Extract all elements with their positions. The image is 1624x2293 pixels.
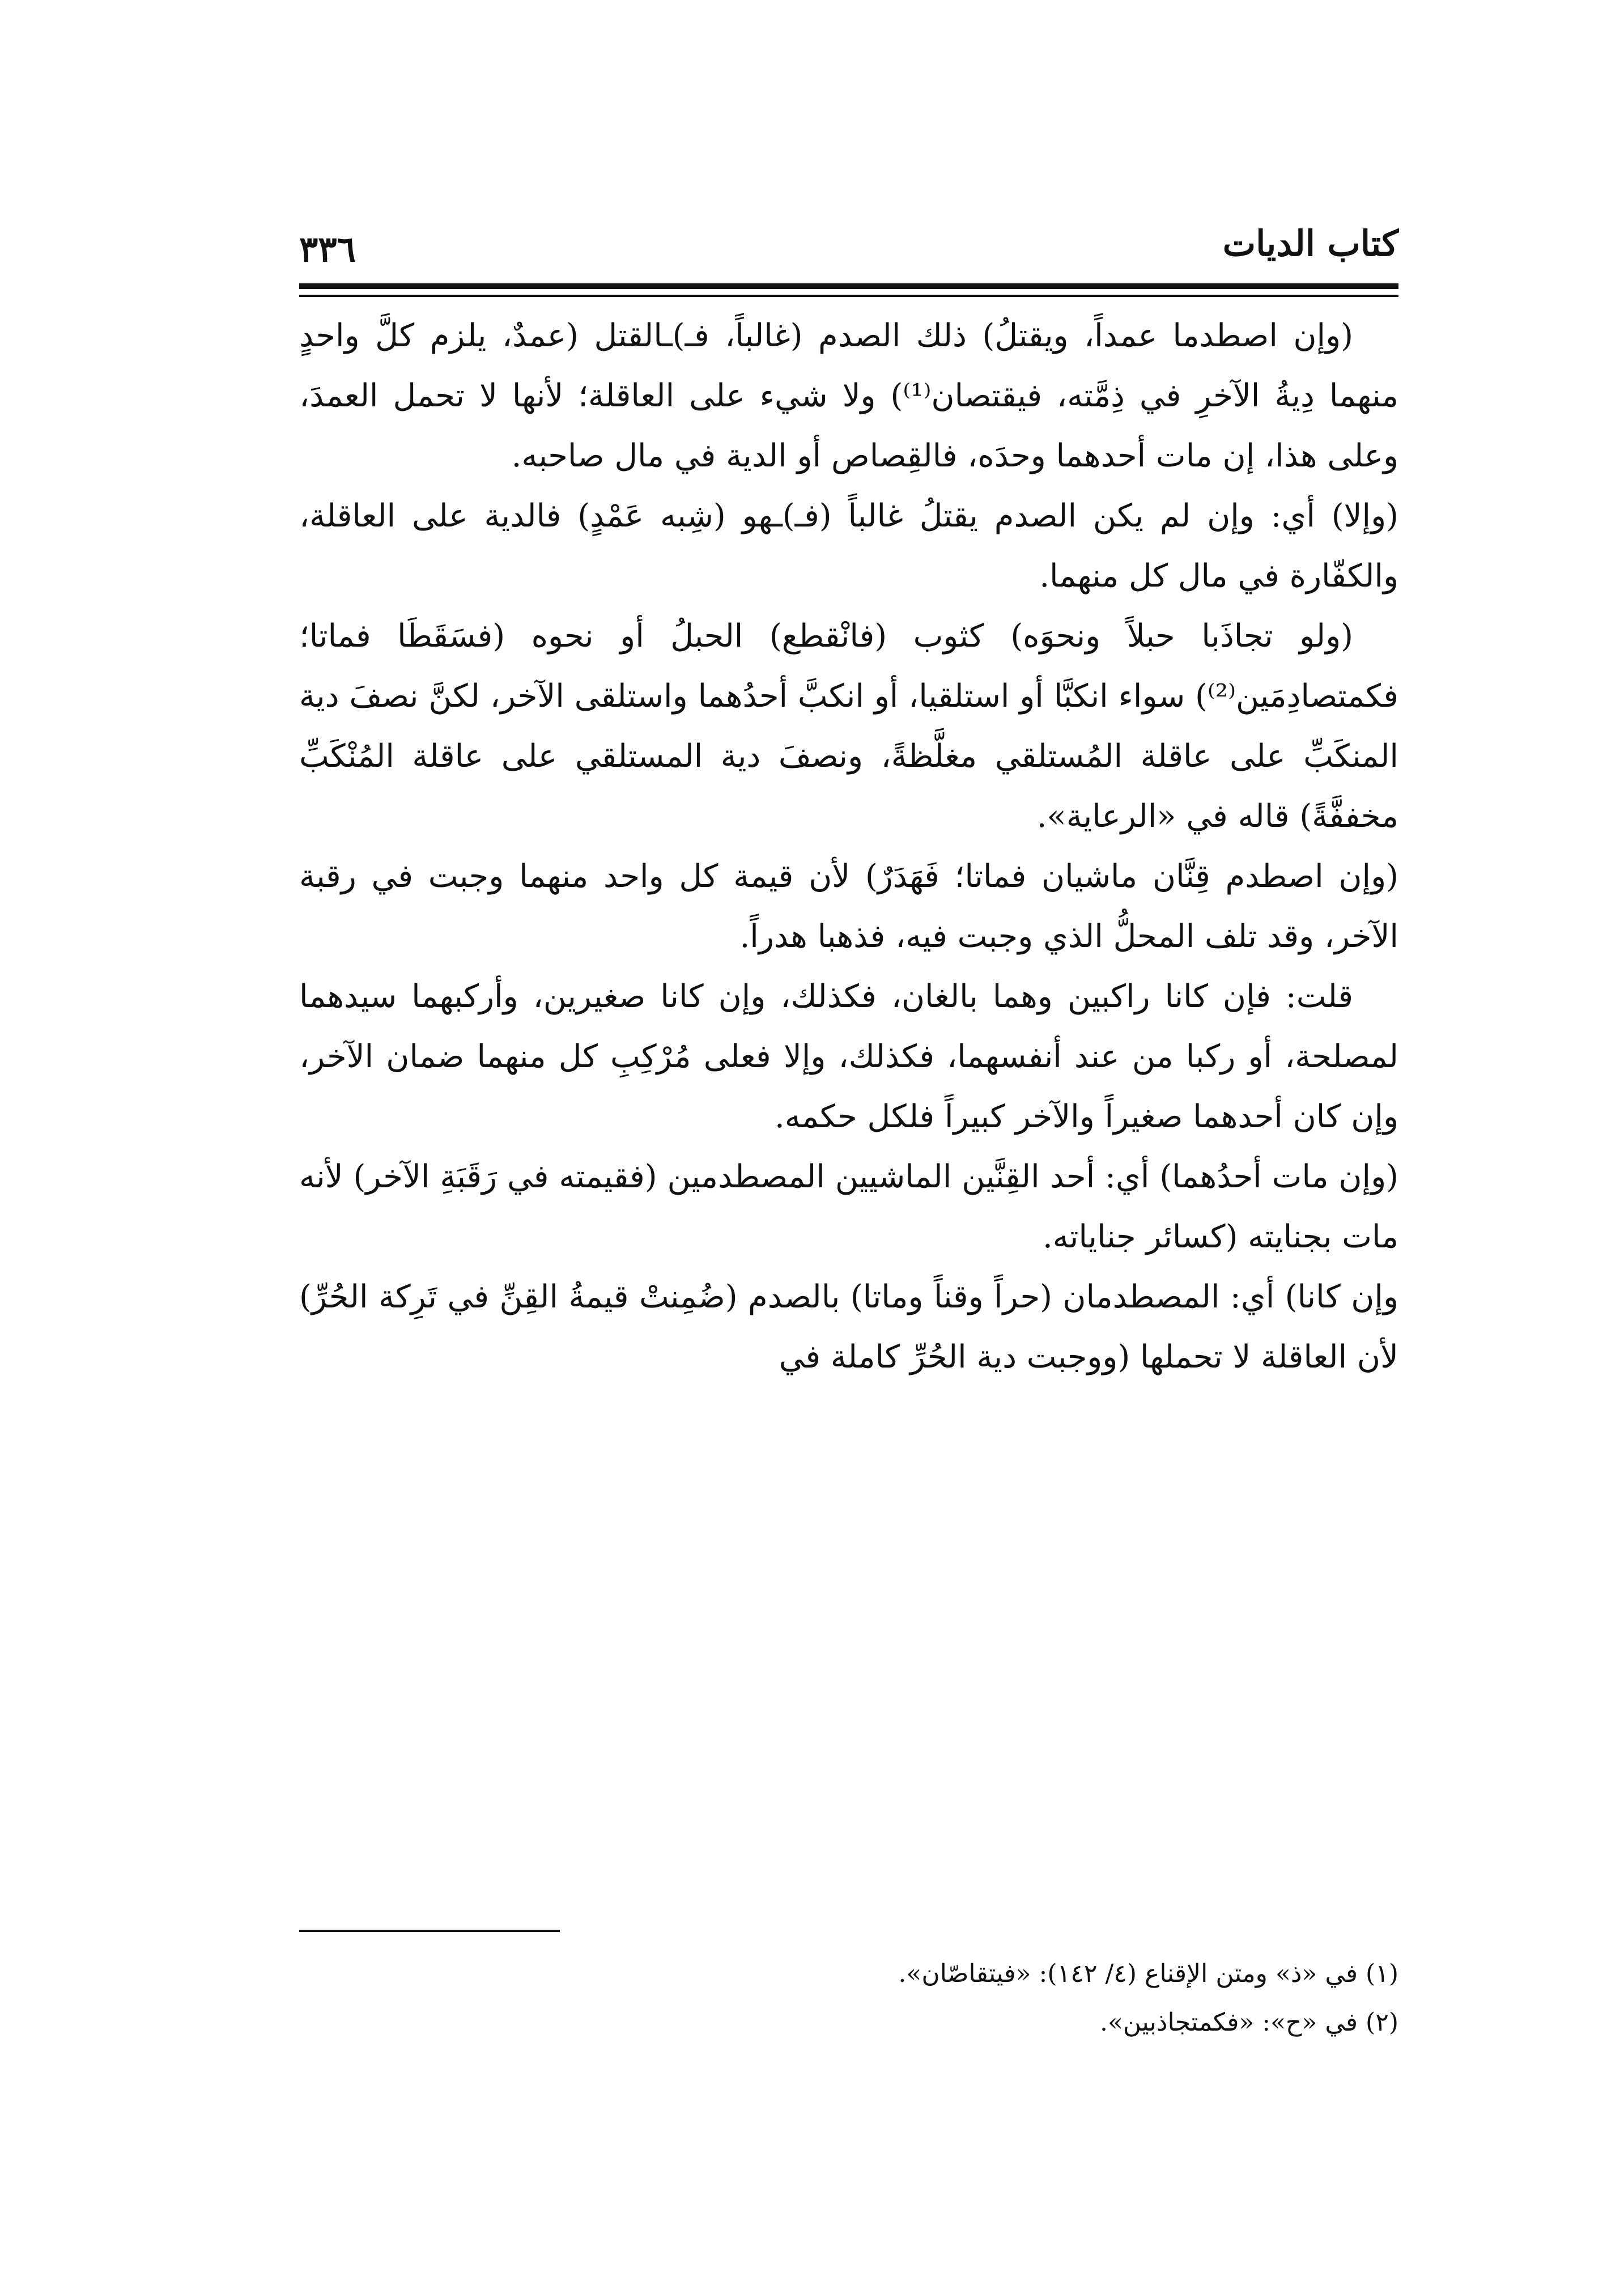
footnotes	[299, 1950, 1398, 2047]
paragraph: (وإن مات أحدُهما) أي: أحد القِنَّين الماشيين المصطدمين (فقيمته في رَقَبَةِ الآخر) لأنه مات بجنايته (كسائر جناياته.	[299, 1158, 1398, 1255]
header-rule-thin	[299, 295, 1398, 297]
footnote-separator	[299, 1930, 560, 1932]
header-rule	[299, 283, 1398, 289]
paragraph: (ولو تجاذَبا حبلاً ونحوَه) كثوب (فانْقطع) الحبلُ أو نحوه (فسَقَطَا فماتا؛ فكمتصادِمَين⁽²⁾) سواء انكبَّا أو استلقيا، أو انكبَّ أحدُهما واستلقى الآخر، لكنَّ نصفَ دية المنكَبِّ على عاقلة المُستلقي مغلَّظةً، ونصفَ دية المستلقي على عاقلة المُنْكَبِّ مخففَّةً) قاله في «الرعاية».	[299, 618, 1398, 835]
footnote: (٢) في «ح»: «فكمتجاذبين».	[1099, 2008, 1398, 2037]
book-page	[299, 204, 1398, 2244]
paragraph: قلت: فإن كانا راكبين وهما بالغان، فكذلك، وإن كانا صغيرين، وأركبهما سيدهما لمصلحة، أو ركبا من عند أنفسهما، فكذلك، وإلا فعلى مُرْكِبِ كل منهما ضمان الآخر، وإن كان أحدهما صغيراً والآخر كبيراً فلكل حكمه.	[299, 978, 1398, 1135]
paragraph: (وإن اصطدم قِنَّان ماشيان فماتا؛ فَهَدَرٌ) لأن قيمة كل واحد منهما وجبت في رقبة الآخر، وقد تلف المحلُّ الذي وجبت فيه، فذهبا هدراً.	[299, 858, 1398, 955]
paragraph: (وإلا) أي: وإن لم يكن الصدم يقتلُ غالباً (فـ)ـهو (شِبه عَمْدٍ) فالدية على العاقلة، والكفّارة في مال كل منهما.	[299, 498, 1398, 595]
running-title: كتاب الديات	[1222, 223, 1398, 264]
page-number: ٣٣٦	[299, 228, 356, 270]
paragraph: وإن كانا) أي: المصطدمان (حراً وقناً وماتا) بالصدم (ضُمِنتْ قيمةُ القِنِّ في تَرِكة الحُرِّ) لأن العاقلة لا تحملها (ووجبت دية الحُرِّ كاملة في	[299, 1279, 1398, 1375]
footnote: (١) في «ذ» ومتن الإقناع (٤/ ١٤٢): «فيتقاصّان».	[898, 1959, 1398, 1988]
paragraph: (وإن اصطدما عمداً، ويقتلُ) ذلك الصدم (غالباً، فـ)ـالقتل (عمدٌ، يلزم كلَّ واحدٍ منهما دِيةُ الآخرِ في ذِمَّته، فيقتصان⁽¹⁾) ولا شيء على العاقلة؛ لأنها لا تحمل العمدَ، وعلى هذا، إن مات أحدهما وحدَه، فالقِصاص أو الدية في مال صاحبه.	[299, 317, 1399, 474]
page-header	[299, 215, 1398, 289]
main-text	[299, 306, 1398, 1387]
